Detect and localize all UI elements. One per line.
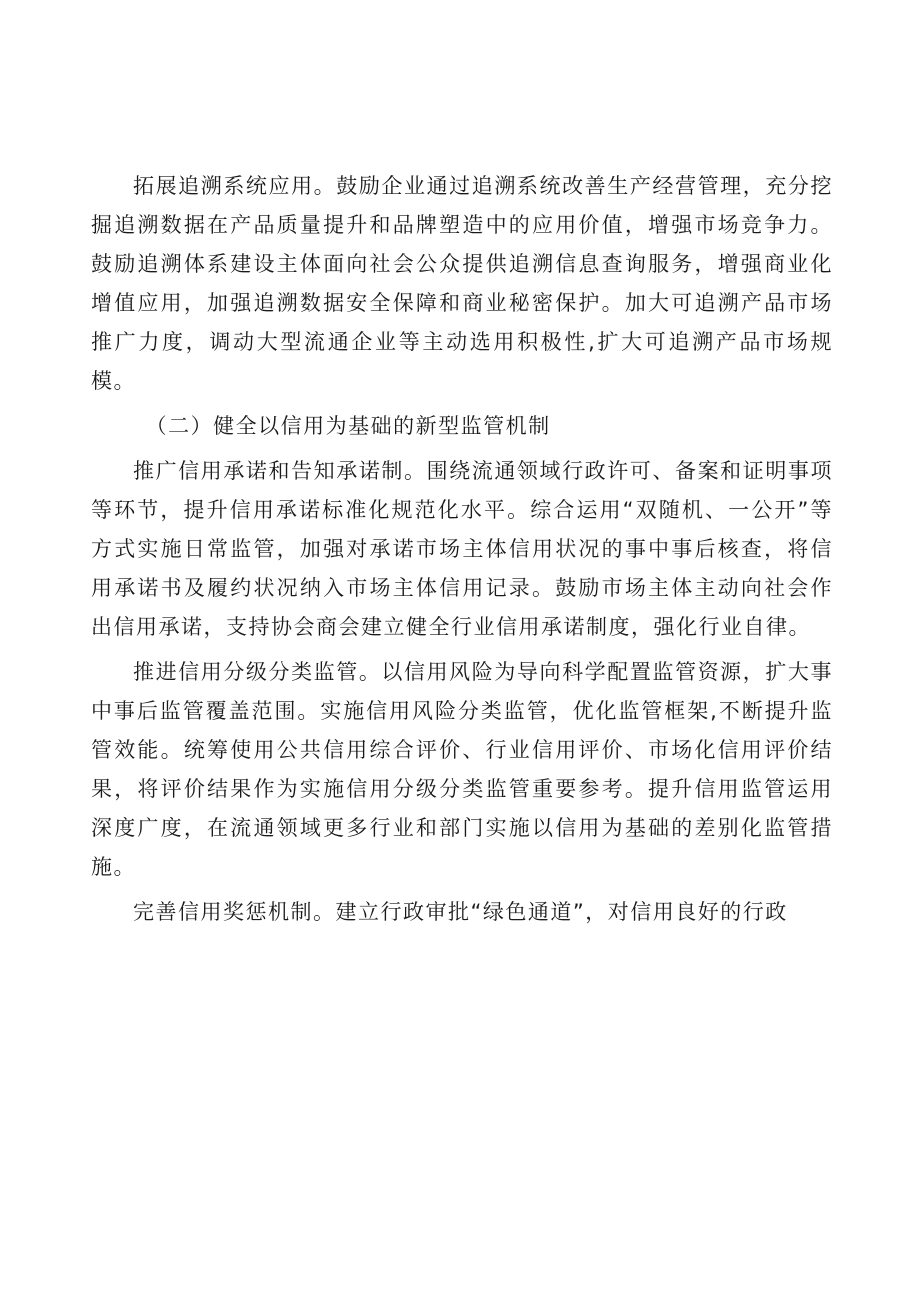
- paragraph-traceability-application: 拓展追溯系统应用。鼓励企业通过追溯系统改善生产经营管理，充分挖掘追溯数据在产品质量提升和品牌塑造中的应用价值，增强市场竞争力。鼓励追溯体系建设主体面向社会公众提供追溯信息查询服务，增强商业化增值应用，加强追溯数据安全保障和商业秘密保护。加大可追溯产品市场推广力度，调动大型流通企业等主动选用积极性,扩大可追溯产品市场规模。: [91, 174, 833, 393]
- paragraph-credit-rewards-penalties: 完善信用奖惩机制。建立行政审批“绿色通道”，对信用良好的行政: [133, 900, 788, 924]
- paragraph-credit-commitment: 推广信用承诺和告知承诺制。围绕流通领域行政许可、备案和证明事项等环节，提升信用承诺标准化规范化水平。综合运用“双随机、一公开”等方式实施日常监管，加强对承诺市场主体信用状况的事中事后核查，将信用承诺书及履约状况纳入市场主体信用记录。鼓励市场主体主动向社会作出信用承诺，支持协会商会建立健全行业信用承诺制度，强化行业自律。: [91, 459, 833, 639]
- document-body: [91, 167, 833, 932]
- section-heading-credit-regulation: （二）健全以信用为基础的新型监管机制: [145, 414, 551, 438]
- paragraph-credit-classification: 推进信用分级分类监管。以信用风险为导向科学配置监管资源，扩大事中事后监管覆盖范围。实施信用风险分类监管，优化监管框架,不断提升监管效能。统筹使用公共信用综合评价、行业信用评价、市场化信用评价结果，将评价结果作为实施信用分级分类监管重要参考。提升信用监管运用深度广度，在流通领域更多行业和部门实施以信用为基础的差别化监管措施。: [91, 660, 833, 879]
